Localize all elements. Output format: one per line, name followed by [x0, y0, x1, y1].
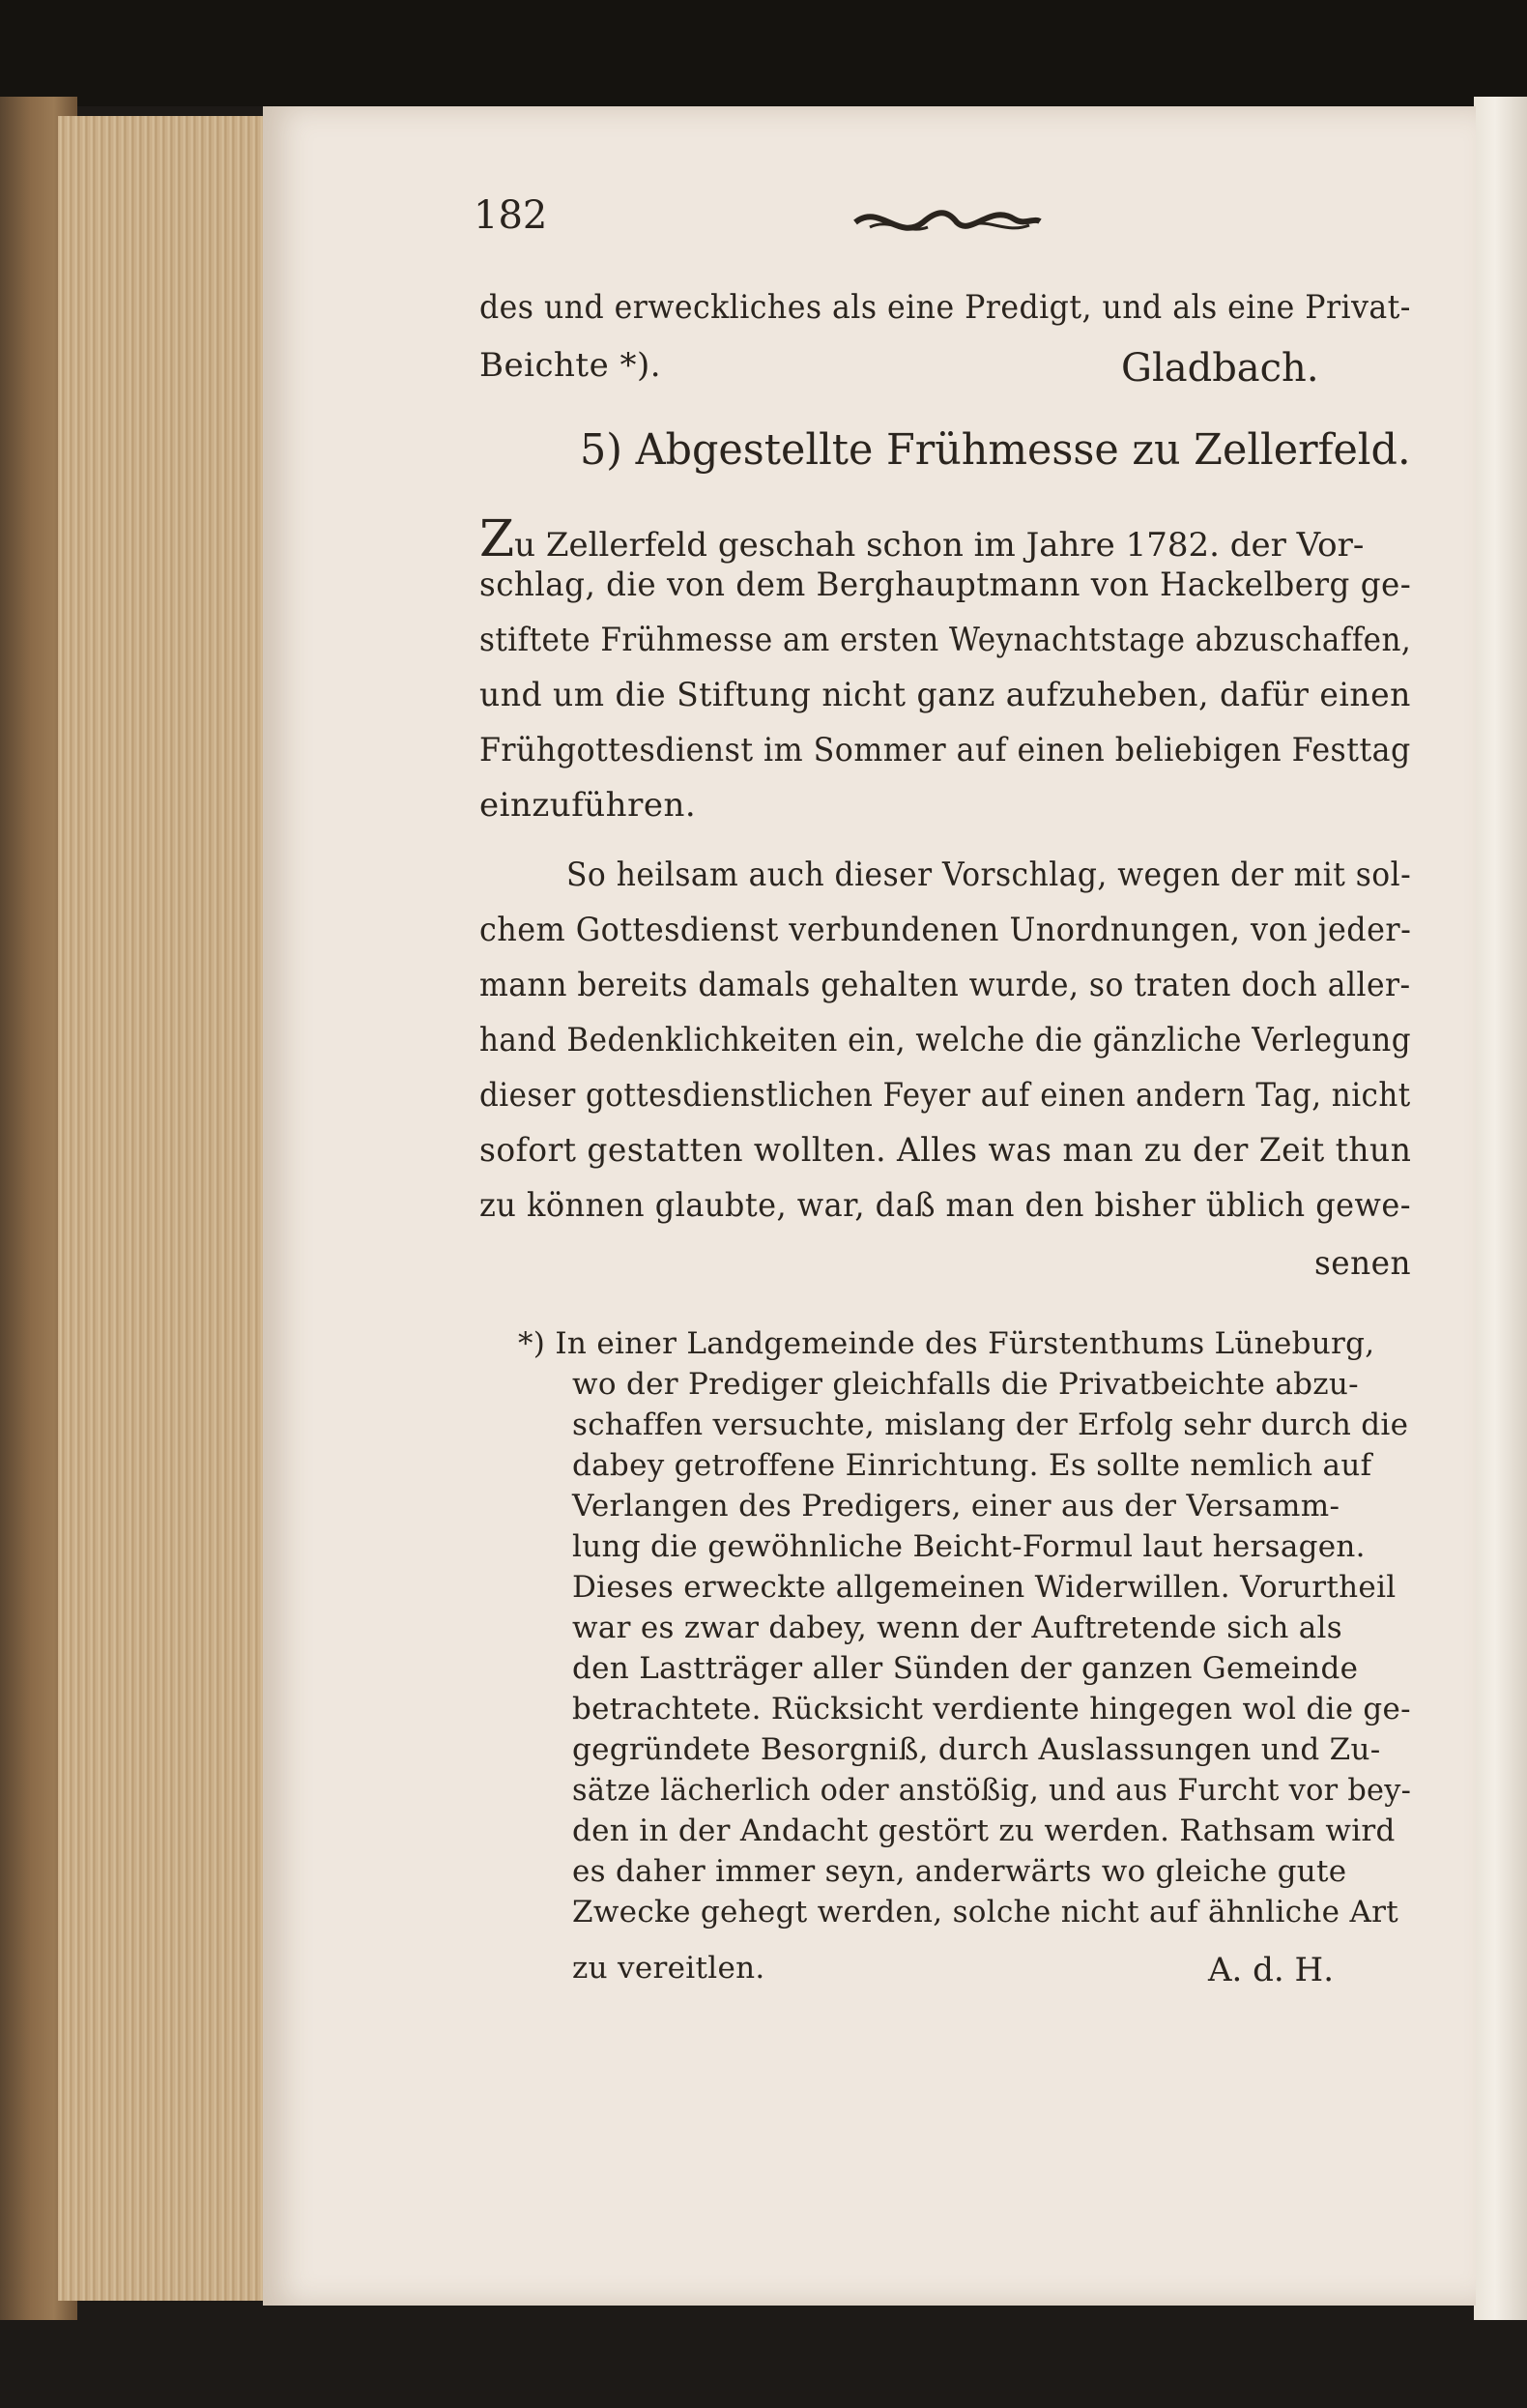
text-line: des und erweckliches als eine Predigt, und als eine Privat-: [479, 288, 1411, 327]
text-line: u Zellerfeld geschah schon im Jahre 1782. der Vor-: [514, 526, 1365, 565]
text-line: sofort gestatten wollten. Alles was man zu der Zeit thun: [479, 1131, 1412, 1170]
footnote-line: Dieses erweckte allgemeinen Widerwillen. Vorurtheil: [572, 1570, 1397, 1605]
footnote-line: den Lastträger aller Sünden der ganzen Gemeinde: [572, 1651, 1359, 1686]
drop-cap: Z: [479, 510, 515, 568]
footnote-line: lung die gewöhnliche Beicht-Formul laut hersagen.: [572, 1529, 1366, 1564]
footnote-line: *) In einer Landgemeinde des Fürstenthums Lüneburg,: [518, 1326, 1375, 1361]
footnote-line: dabey getroffene Einrichtung. Es sollte nemlich auf: [572, 1448, 1372, 1483]
text-line: schlag, die von dem Berghauptmann von Hackelberg ge-: [479, 566, 1412, 604]
section-heading: 5) Abgestellte Frühmesse zu Zellerfeld.: [580, 425, 1411, 475]
footnote-line: gegründete Besorgniß, durch Auslassungen und Zu-: [572, 1732, 1381, 1767]
paragraph-first-line: [479, 510, 1364, 568]
footnote-line: wo der Prediger gleichfalls die Privatbeichte abzu-: [572, 1367, 1359, 1402]
text-line: hand Bedenklichkeiten ein, welche die gänzliche Verlegung: [479, 1021, 1412, 1059]
footnote-line: war es zwar dabey, wenn der Auftretende sich als: [572, 1610, 1342, 1645]
catchword: senen: [1314, 1244, 1412, 1283]
text-line: und um die Stiftung nicht ganz aufzuheben, dafür einen: [479, 676, 1411, 714]
footnote-line: zu vereitlen.: [572, 1951, 765, 1986]
text-line: dieser gottesdienstlichen Feyer auf einen andern Tag, nicht: [479, 1076, 1411, 1115]
footnote-line: es daher immer seyn, anderwärts wo gleiche gute: [572, 1854, 1347, 1889]
text-line: mann bereits damals gehalten wurde, so traten doch aller-: [479, 966, 1411, 1004]
footnote-line: den in der Andacht gestört zu werden. Rathsam wird: [572, 1813, 1396, 1848]
footnote-line: sätze lächerlich oder anstößig, und aus Furcht vor bey-: [572, 1773, 1412, 1808]
facing-page-edge: [1474, 97, 1527, 2320]
text-line: stiftete Frühmesse am ersten Weynachtstage abzuschaffen,: [479, 621, 1412, 659]
page-number: 182: [474, 193, 548, 238]
text-line: So heilsam auch dieser Vorschlag, wegen der mit sol-: [566, 856, 1412, 894]
author-signature: Gladbach.: [1121, 346, 1319, 391]
vignette-ornament-icon: [850, 198, 1044, 247]
text-line: Beichte *).: [479, 346, 662, 385]
text-line: einzuführen.: [479, 786, 697, 825]
text-line: zu können glaubte, war, daß man den bisher üblich gewe-: [479, 1186, 1412, 1225]
footnote-line: Verlangen des Predigers, einer aus der Versamm-: [572, 1489, 1340, 1523]
footnote-line: schaffen versuchte, mislang der Erfolg sehr durch die: [572, 1407, 1409, 1442]
text-line: Frühgottesdienst im Sommer auf einen beliebigen Festtag: [479, 731, 1411, 769]
footnote-signature: A. d. H.: [1208, 1951, 1335, 1989]
footnote-line: betrachtete. Rücksicht verdiente hingegen wol die ge-: [572, 1692, 1411, 1726]
scan-background-top: [0, 0, 1527, 106]
page-edges: [58, 116, 268, 2301]
text-line: chem Gottesdienst verbundenen Unordnungen, von jeder-: [479, 911, 1412, 949]
footnote-line: Zwecke gehegt werden, solche nicht auf ähnliche Art: [572, 1895, 1399, 1929]
